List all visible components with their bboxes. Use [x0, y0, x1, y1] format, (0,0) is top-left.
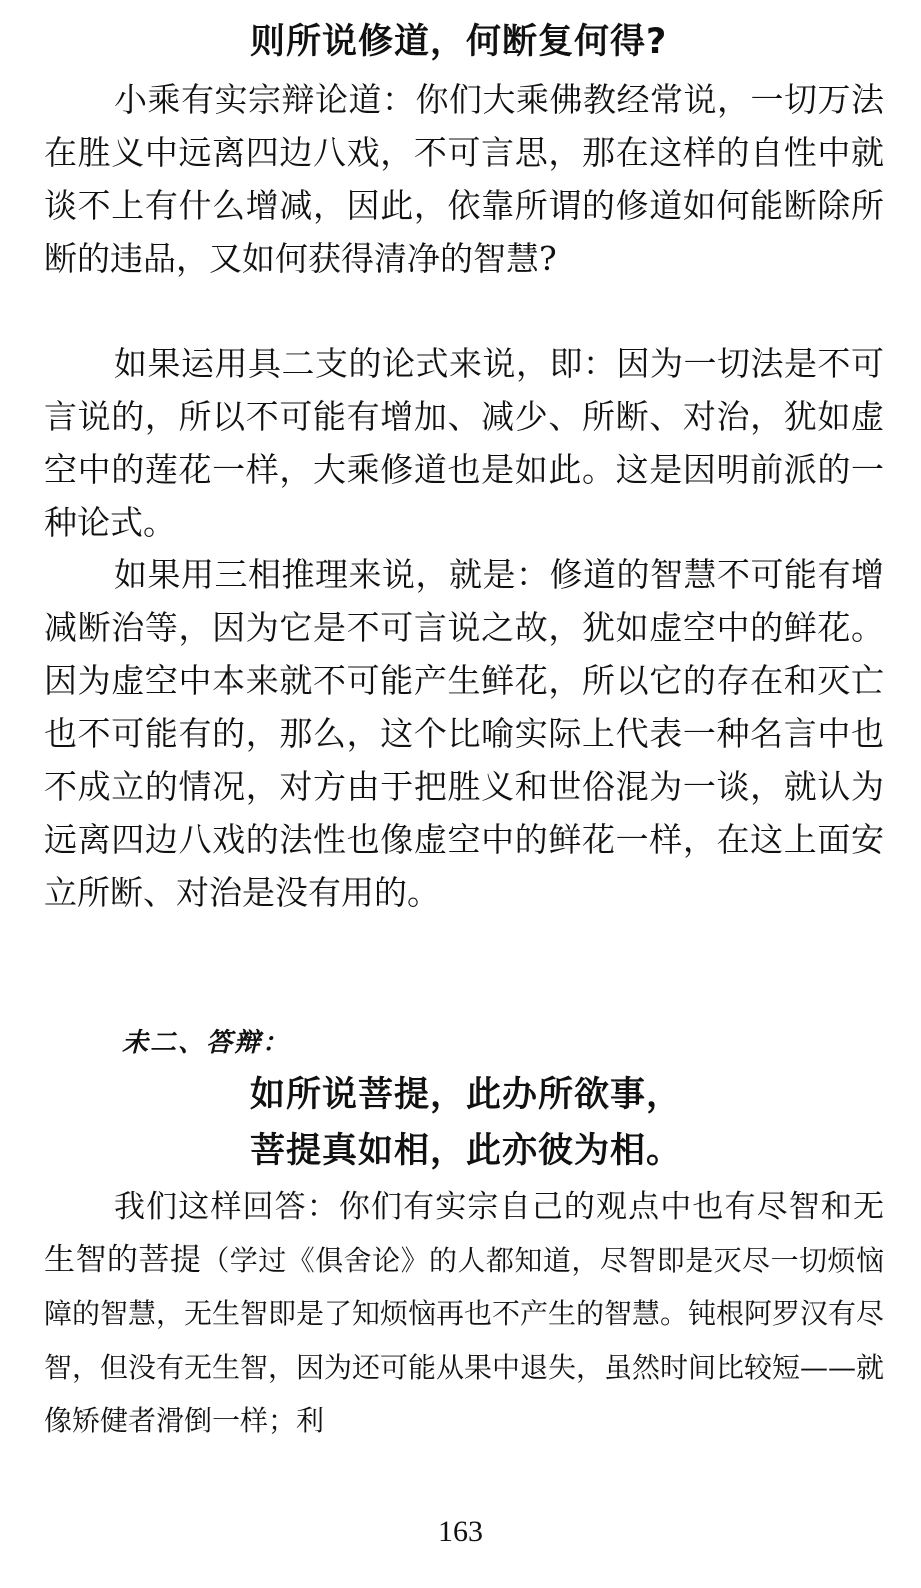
verse-bottom-line-1: 如所说菩提，此办所欲事， — [250, 1075, 683, 1115]
verse-top-line: 则所说修道，何断复何得? — [250, 22, 668, 62]
answer-lead-text: 我们这样回答：你们有实宗自己的观点中也有尽智和无生智的菩提 — [44, 1189, 884, 1278]
paragraph-objection: 小乘有实宗辩论道：你们大乘佛教经常说，一切万法在胜义中远离四边八戏，不可言思，那在这样的自性中就谈不上有什么增减，因此，依靠所谓的修道如何能断除所断的违品，又如何获得清净的智慧? — [44, 80, 884, 278]
answer-explanatory-note: （学过《俱舍论》的人都知道，尽智即是灭尽一切烦恼障的智慧，无生智即是了知烦恼再也不产生的智慧。钝根阿罗汉有尽智，但没有无生智，因为还可能从果中退失，虽然时间比较短——就像矫健者滑倒一样；利 — [44, 1243, 885, 1437]
section-heading-reply: 未二、答辩： — [122, 1028, 291, 1058]
page-number: 163 — [438, 1515, 483, 1548]
verse-bottom-line-2: 菩提真如相，此亦彼为相。 — [250, 1131, 683, 1171]
paragraph-three-mode-reasoning: 如果用三相推理来说，就是：修道的智慧不可能有增减断治等，因为它是不可言说之故，犹如虚空中的鲜花。因为虚空中本来就不可能产生鲜花，所以它的存在和灭亡也不可能有的，那么，这个比喻实际上代表一种名言中也不成立的情况，对方由于把胜义和世俗混为一谈，就认为远离四边八戏的法性也像虚空中的鲜花一样，在这上面安立所断、对治是没有用的。 — [44, 555, 884, 912]
paragraph-two-part-syllogism: 如果运用具二支的论式来说，即：因为一切法是不可言说的，所以不可能有增加、减少、所断、对治，犹如虚空中的莲花一样，大乘修道也是如此。这是因明前派的一种论式。 — [44, 344, 884, 542]
paragraph-answer — [44, 1181, 884, 1448]
